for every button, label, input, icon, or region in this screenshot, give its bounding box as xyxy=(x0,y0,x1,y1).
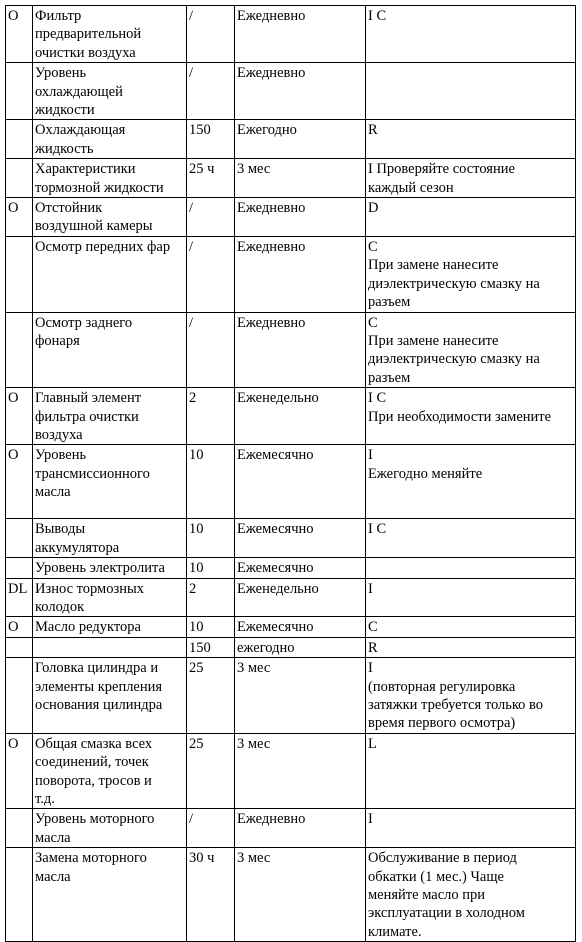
table-row xyxy=(6,809,576,848)
row-item-cell: Уровень охлаждающей жидкости xyxy=(33,63,187,120)
row-mark-cell: O xyxy=(6,388,33,445)
row-interval-cell: 2 xyxy=(187,388,235,445)
row-item-cell: Общая смазка всех соединений, точек поворота, тросов и т.д. xyxy=(33,733,187,809)
table-row xyxy=(6,120,576,159)
row-interval-cell: 25 xyxy=(187,658,235,734)
table-row xyxy=(6,617,576,637)
row-item-cell: Осмотр заднего фонаря xyxy=(33,312,187,388)
row-interval-cell: 150 xyxy=(187,637,235,657)
row-action-cell: L xyxy=(366,733,576,809)
maintenance-table xyxy=(5,5,576,942)
row-action-cell: I Проверяйте состояние каждый сезон xyxy=(366,159,576,198)
row-item-cell: Уровень трансмиссионного масла xyxy=(33,445,187,519)
row-item-cell: Осмотр передних фар xyxy=(33,236,187,312)
row-interval-cell: / xyxy=(187,809,235,848)
row-mark-cell xyxy=(6,120,33,159)
row-item-cell: Головка цилиндра и элементы крепления основания цилиндра xyxy=(33,658,187,734)
row-mark-cell xyxy=(6,637,33,657)
row-period-cell: Ежемесячно xyxy=(235,558,366,578)
table-row xyxy=(6,558,576,578)
row-mark-cell xyxy=(6,236,33,312)
row-action-cell: Обслуживание в период обкатки (1 мес.) Чаще меняйте масло при эксплуатации в холодном климате. xyxy=(366,848,576,942)
row-mark-cell xyxy=(6,658,33,734)
row-interval-cell: 2 xyxy=(187,578,235,617)
row-period-cell: Ежедневно xyxy=(235,809,366,848)
row-item-cell: Замена моторного масла xyxy=(33,848,187,942)
row-mark-cell: O xyxy=(6,6,33,63)
row-interval-cell: 10 xyxy=(187,445,235,519)
row-mark-cell: O xyxy=(6,445,33,519)
row-item-cell xyxy=(33,637,187,657)
row-period-cell: 3 мес xyxy=(235,848,366,942)
row-interval-cell: / xyxy=(187,236,235,312)
row-item-cell: Главный элемент фильтра очистки воздуха xyxy=(33,388,187,445)
row-period-cell: 3 мес xyxy=(235,159,366,198)
row-action-cell xyxy=(366,558,576,578)
row-action-cell xyxy=(366,63,576,120)
row-interval-cell: / xyxy=(187,6,235,63)
row-period-cell: Ежедневно xyxy=(235,63,366,120)
row-action-cell: I C xyxy=(366,519,576,558)
row-item-cell: Выводы аккумулятора xyxy=(33,519,187,558)
row-mark-cell: O xyxy=(6,617,33,637)
row-interval-cell: 10 xyxy=(187,617,235,637)
row-mark-cell xyxy=(6,558,33,578)
row-interval-cell: 150 xyxy=(187,120,235,159)
row-action-cell: C При замене нанесите диэлектрическую смазку на разъем xyxy=(366,236,576,312)
row-interval-cell: 25 xyxy=(187,733,235,809)
row-action-cell: R xyxy=(366,637,576,657)
row-mark-cell: DL xyxy=(6,578,33,617)
row-period-cell: Ежедневно xyxy=(235,198,366,237)
row-period-cell: 3 мес xyxy=(235,658,366,734)
table-row xyxy=(6,159,576,198)
row-period-cell: Ежедневно xyxy=(235,312,366,388)
row-item-cell: Масло редуктора xyxy=(33,617,187,637)
row-mark-cell xyxy=(6,312,33,388)
row-mark-cell xyxy=(6,63,33,120)
table-row xyxy=(6,388,576,445)
row-period-cell: Еженедельно xyxy=(235,578,366,617)
table-row xyxy=(6,63,576,120)
row-interval-cell: / xyxy=(187,312,235,388)
table-row xyxy=(6,733,576,809)
table-row xyxy=(6,445,576,519)
row-item-cell: Уровень электролита xyxy=(33,558,187,578)
row-action-cell: R xyxy=(366,120,576,159)
row-period-cell: Ежедневно xyxy=(235,6,366,63)
row-mark-cell xyxy=(6,809,33,848)
row-mark-cell xyxy=(6,848,33,942)
table-row xyxy=(6,658,576,734)
row-period-cell: Ежемесячно xyxy=(235,519,366,558)
row-mark-cell xyxy=(6,159,33,198)
row-mark-cell xyxy=(6,519,33,558)
row-action-cell: I (повторная регулировка затяжки требуется только во время первого осмотра) xyxy=(366,658,576,734)
row-period-cell: Ежегодно xyxy=(235,120,366,159)
table-row xyxy=(6,637,576,657)
row-action-cell: D xyxy=(366,198,576,237)
row-action-cell: I C xyxy=(366,6,576,63)
table-row xyxy=(6,198,576,237)
row-item-cell: Характеристики тормозной жидкости xyxy=(33,159,187,198)
row-action-cell: C При замене нанесите диэлектрическую смазку на разъем xyxy=(366,312,576,388)
row-item-cell: Уровень моторного масла xyxy=(33,809,187,848)
row-action-cell: I xyxy=(366,809,576,848)
row-interval-cell: 30 ч xyxy=(187,848,235,942)
table-row xyxy=(6,519,576,558)
table-row xyxy=(6,578,576,617)
row-interval-cell: / xyxy=(187,63,235,120)
row-action-cell: I C При необходимости замените xyxy=(366,388,576,445)
row-interval-cell: / xyxy=(187,198,235,237)
row-item-cell: Фильтр предварительной очистки воздуха xyxy=(33,6,187,63)
row-period-cell: 3 мес xyxy=(235,733,366,809)
maintenance-table-wrapper xyxy=(5,5,576,942)
table-row xyxy=(6,6,576,63)
row-period-cell: ежегодно xyxy=(235,637,366,657)
row-item-cell: Охлаждающая жидкость xyxy=(33,120,187,159)
row-action-cell: I Ежегодно меняйте xyxy=(366,445,576,519)
row-period-cell: Еженедельно xyxy=(235,388,366,445)
row-period-cell: Ежемесячно xyxy=(235,617,366,637)
row-item-cell: Износ тормозных колодок xyxy=(33,578,187,617)
row-period-cell: Ежемесячно xyxy=(235,445,366,519)
row-period-cell: Ежедневно xyxy=(235,236,366,312)
row-mark-cell: O xyxy=(6,733,33,809)
maintenance-table-body xyxy=(6,6,576,942)
row-item-cell: Отстойник воздушной камеры xyxy=(33,198,187,237)
row-action-cell: I xyxy=(366,578,576,617)
row-action-cell: C xyxy=(366,617,576,637)
table-row xyxy=(6,312,576,388)
table-row xyxy=(6,848,576,942)
row-interval-cell: 10 xyxy=(187,558,235,578)
table-row xyxy=(6,236,576,312)
row-interval-cell: 10 xyxy=(187,519,235,558)
row-mark-cell: O xyxy=(6,198,33,237)
row-interval-cell: 25 ч xyxy=(187,159,235,198)
